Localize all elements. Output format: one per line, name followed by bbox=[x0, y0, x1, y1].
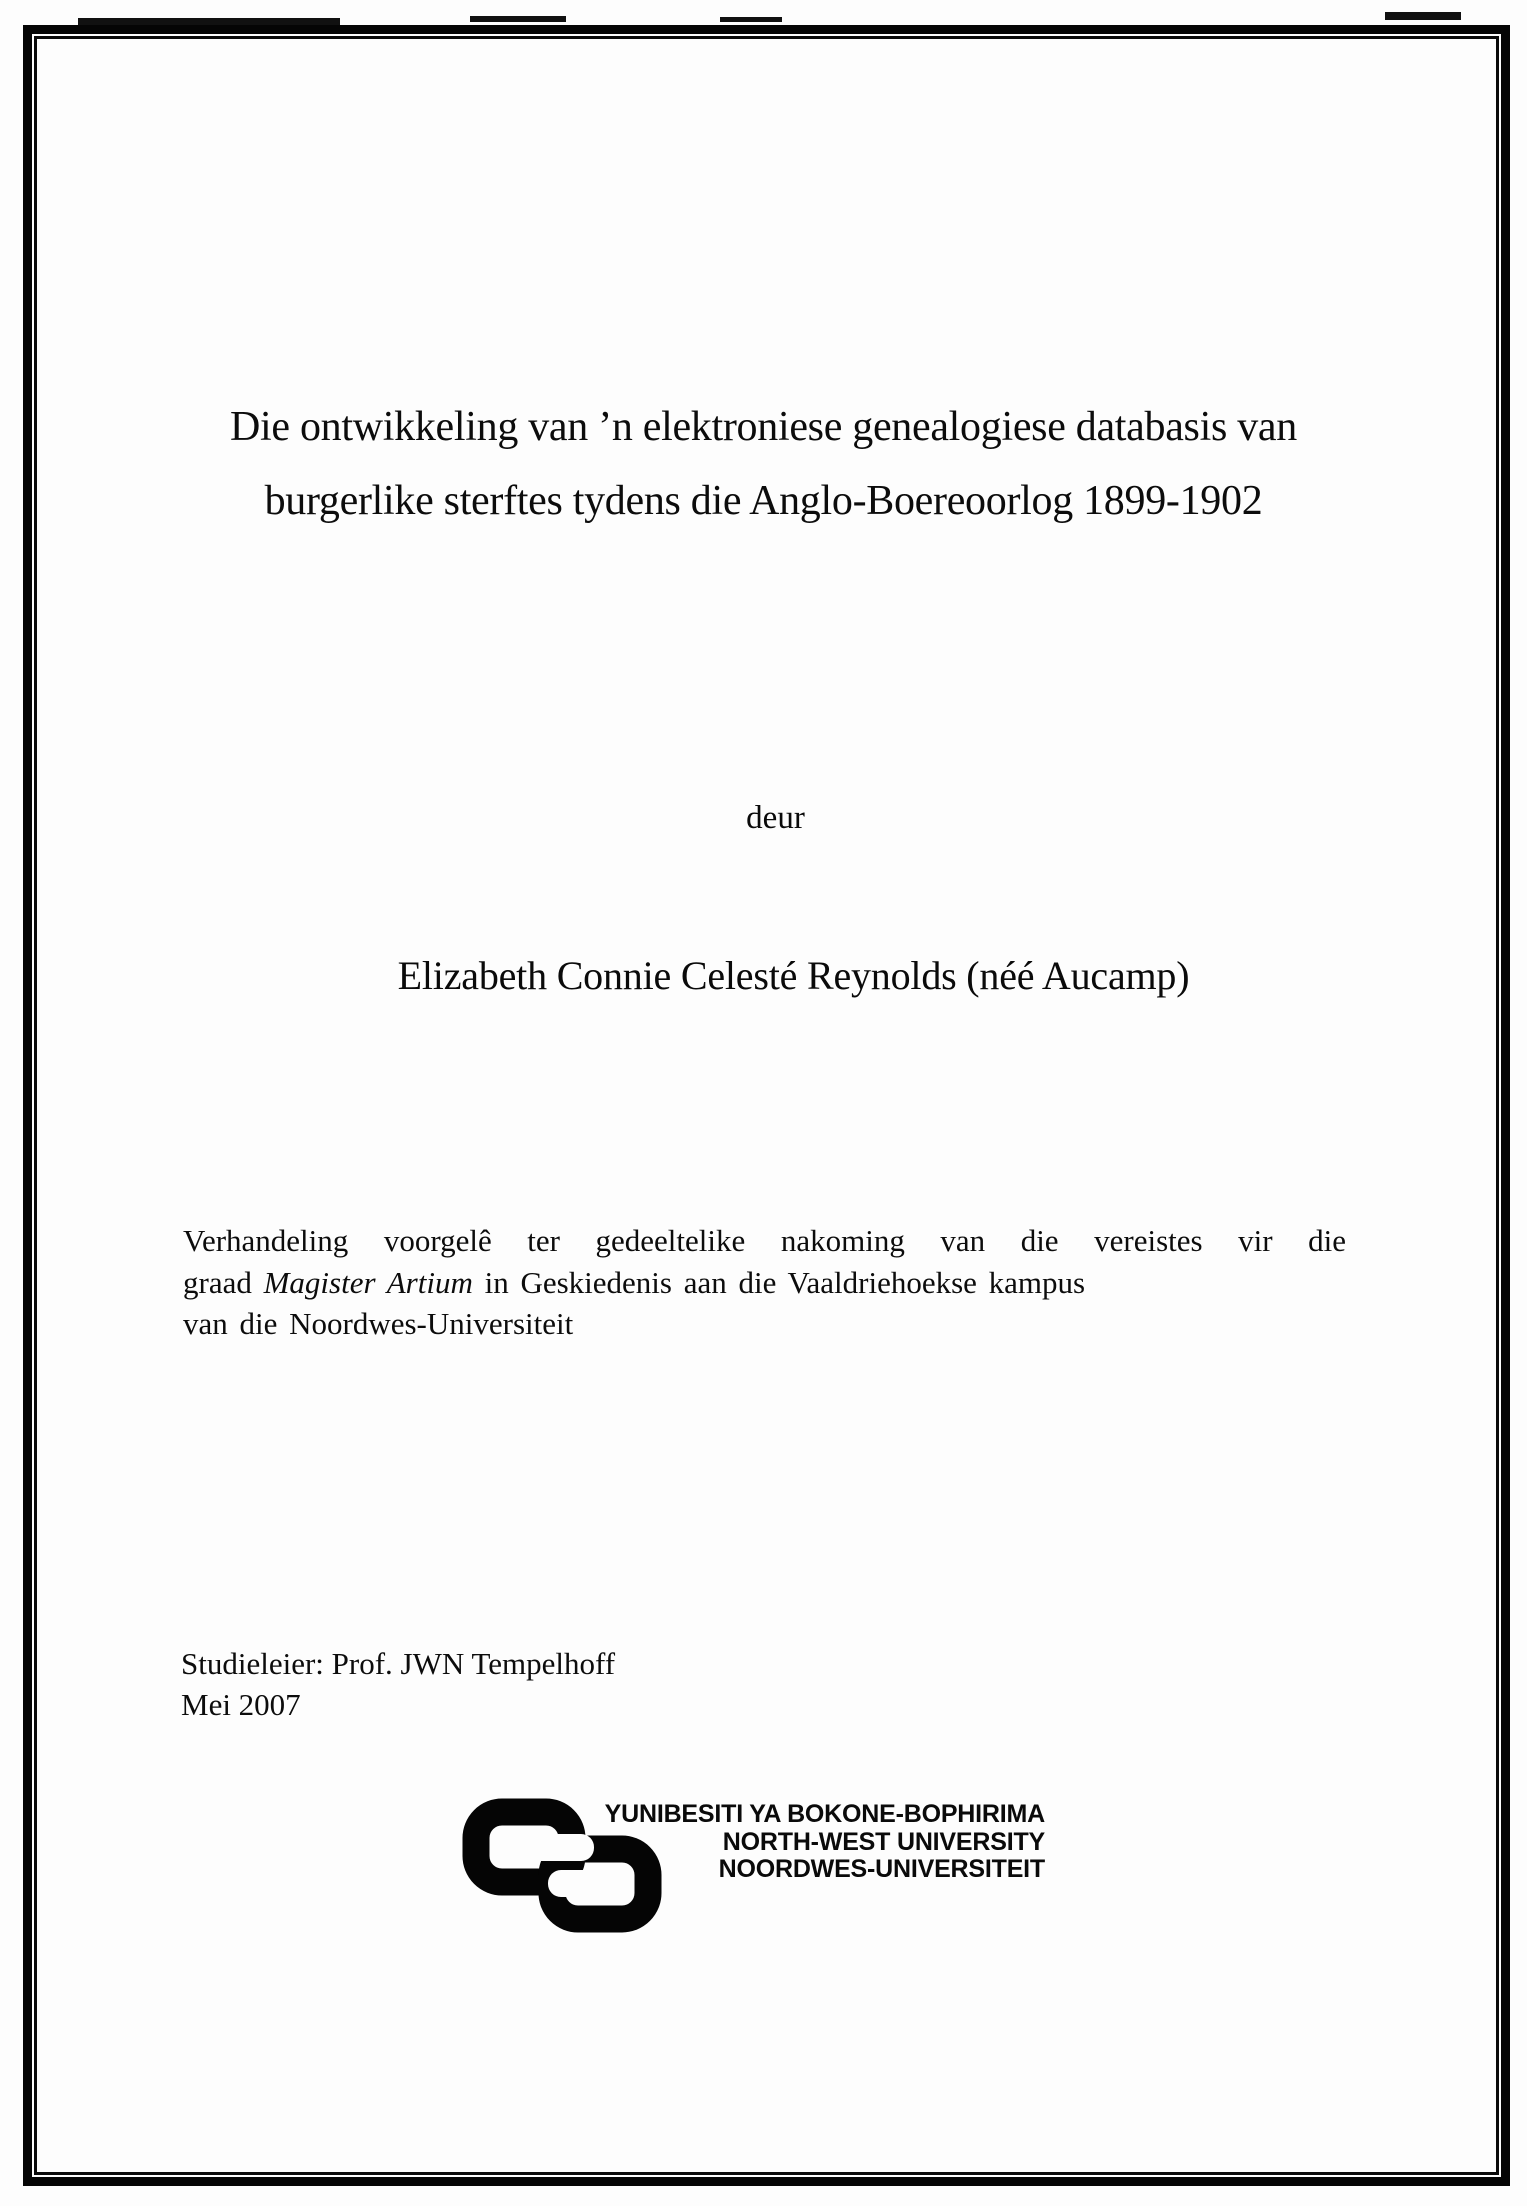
degree-statement-line2-prefix: graad bbox=[183, 1264, 264, 1300]
thesis-title-line2: burgerlike sterftes tydens die Anglo-Boereoorlog 1899-1902 bbox=[264, 478, 1263, 524]
degree-statement bbox=[183, 1220, 1346, 1345]
date-line: Mei 2007 bbox=[181, 1687, 301, 1722]
degree-statement-line3: van die Noordwes-Universiteit bbox=[183, 1306, 574, 1341]
university-name-english: NORTH-WEST UNIVERSITY bbox=[722, 1827, 1045, 1856]
thesis-title-line1: Die ontwikkeling van ’n elektroniese genealogiese databasis van bbox=[230, 404, 1297, 450]
degree-statement-line2 bbox=[183, 1262, 1346, 1304]
byline: deur bbox=[746, 800, 805, 836]
scan-artifact bbox=[78, 18, 340, 25]
degree-statement-line2-suffix: in Geskiedenis aan die Vaaldriehoekse kampus bbox=[472, 1264, 1086, 1300]
supervisor-block bbox=[181, 1643, 615, 1725]
university-name-block bbox=[575, 1801, 1045, 1884]
scan-artifact bbox=[1385, 12, 1461, 20]
degree-statement-line1: Verhandeling voorgelê ter gedeeltelike nakoming van die vereistes vir die bbox=[183, 1223, 1346, 1258]
thesis-title bbox=[40, 390, 1487, 538]
author-name: Elizabeth Connie Celesté Reynolds (néé Aucamp) bbox=[397, 953, 1190, 998]
scan-artifact bbox=[720, 17, 782, 22]
scan-artifact bbox=[470, 16, 566, 22]
university-name-afrikaans: NOORDWES-UNIVERSITEIT bbox=[718, 1855, 1045, 1883]
supervisor-line: Studieleier: Prof. JWN Tempelhoff bbox=[181, 1646, 616, 1681]
university-name-setswana: YUNIBESITI YA BOKONE-BOPHIRIMA bbox=[604, 1800, 1045, 1828]
degree-name-italic: Magister Artium bbox=[263, 1264, 473, 1300]
